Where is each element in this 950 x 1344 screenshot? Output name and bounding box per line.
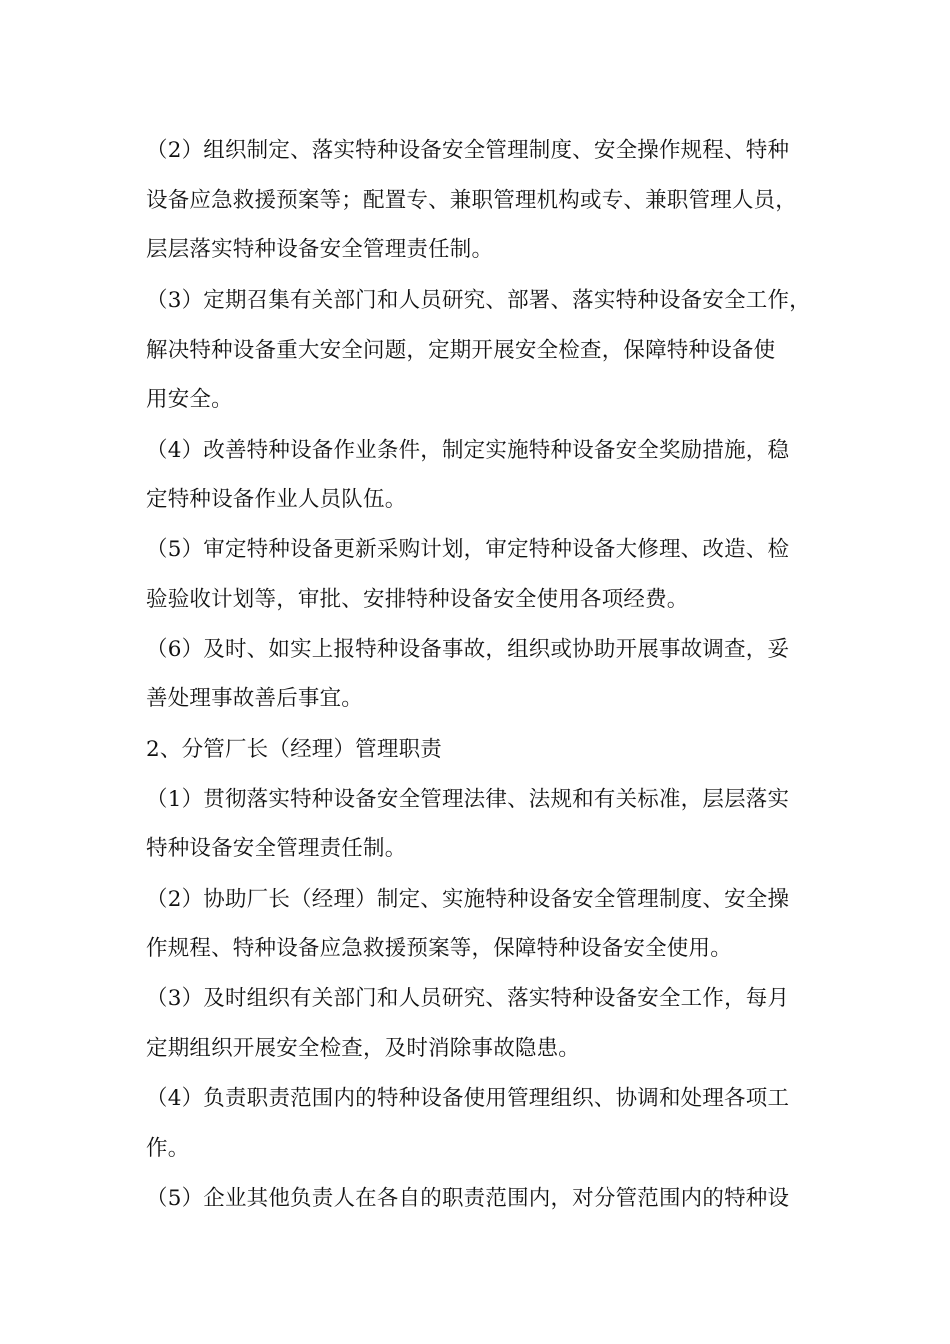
- text-line: （3）及时组织有关部门和人员研究、落实特种设备安全工作，每月: [146, 986, 790, 1011]
- text-line: 层层落实特种设备安全管理责任制。: [146, 237, 494, 262]
- text-line: （4）改善特种设备作业条件，制定实施特种设备安全奖励措施，稳: [146, 438, 790, 463]
- text-line: （5）审定特种设备更新采购计划，审定特种设备大修理、改造、检: [146, 537, 790, 562]
- text-line: （3）定期召集有关部门和人员研究、部署、落实特种设备安全工作，: [146, 288, 811, 313]
- section-heading: 2、分管厂长（经理）管理职责: [146, 737, 442, 762]
- text-line: 用安全。: [146, 387, 233, 412]
- text-line: 作。: [146, 1136, 190, 1161]
- text-line: 验验收计划等，审批、安排特种设备安全使用各项经费。: [146, 587, 689, 612]
- text-line: 作规程、特种设备应急救援预案等，保障特种设备安全使用。: [146, 936, 732, 961]
- text-line: 特种设备安全管理责任制。: [146, 836, 407, 861]
- text-line: （6）及时、如实上报特种设备事故，组织或协助开展事故调查，妥: [146, 637, 790, 662]
- text-line: 定特种设备作业人员队伍。: [146, 487, 407, 512]
- text-line: 定期组织开展安全检查，及时消除事故隐患。: [146, 1036, 581, 1061]
- text-line: 善处理事故善后事宜。: [146, 686, 364, 711]
- text-line: （5）企业其他负责人在各自的职责范围内，对分管范围内的特种设: [146, 1186, 790, 1211]
- text-line: （2）协助厂长（经理）制定、实施特种设备安全管理制度、安全操: [146, 887, 790, 912]
- text-line: 设备应急救援预案等；配置专、兼职管理机构或专、兼职管理人员，: [146, 188, 798, 213]
- text-line: 解决特种设备重大安全问题，定期开展安全检查，保障特种设备使: [146, 338, 776, 363]
- text-line: （1）贯彻落实特种设备安全管理法律、法规和有关标准，层层落实: [146, 787, 790, 812]
- text-line: （2）组织制定、落实特种设备安全管理制度、安全操作规程、特种: [146, 138, 790, 163]
- text-line: （4）负责职责范围内的特种设备使用管理组织、协调和处理各项工: [146, 1086, 790, 1111]
